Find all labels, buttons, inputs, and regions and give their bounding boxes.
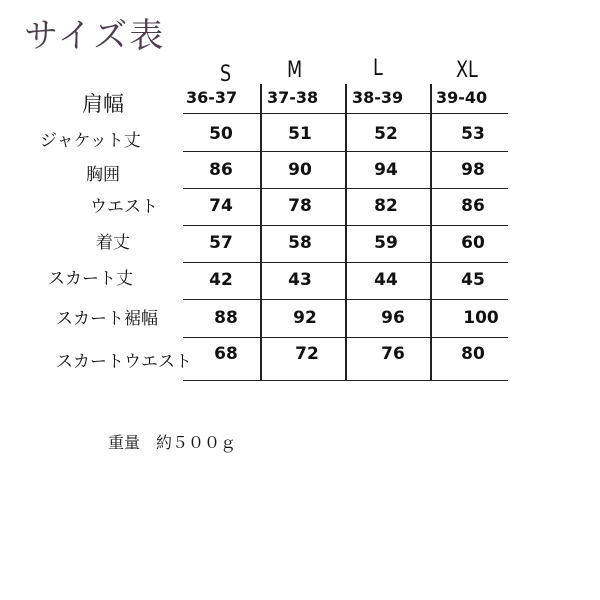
- shoulder-value: 36-37: [186, 88, 238, 107]
- table-cell: 57: [209, 233, 233, 253]
- shoulder-value: 39-40: [436, 88, 488, 107]
- table-cell: 45: [461, 270, 485, 290]
- table-cell: 86: [461, 196, 485, 216]
- table-cell: 72: [295, 344, 319, 364]
- table-cell: 96: [381, 308, 405, 328]
- table-cell: 58: [288, 233, 312, 253]
- table-cell: 50: [209, 124, 233, 144]
- table-cell: 90: [288, 160, 312, 180]
- size-header-m: M: [287, 58, 303, 83]
- shoulder-value: 38-39: [352, 88, 404, 107]
- size-header-xl: XL: [456, 58, 478, 83]
- table-cell: 43: [288, 270, 312, 290]
- table-cell: 86: [209, 160, 233, 180]
- table-column-rule: [260, 84, 262, 381]
- size-header-s: S: [220, 62, 232, 87]
- row-label-shoulder: 肩幅: [82, 92, 124, 116]
- table-cell: 80: [461, 344, 485, 364]
- table-cell: 51: [288, 124, 312, 144]
- table-cell: 82: [374, 196, 398, 216]
- table-cell: 53: [461, 124, 485, 144]
- table-cell: 42: [209, 270, 233, 290]
- page-title: サイズ表: [24, 16, 166, 56]
- table-column-rule: [430, 84, 432, 381]
- size-header-l: L: [373, 56, 383, 81]
- row-label-skirt-hem: スカート裾幅: [56, 309, 158, 329]
- row-label-chest: 胸囲: [86, 165, 120, 185]
- table-cell: 44: [374, 270, 398, 290]
- table-cell: 94: [374, 160, 398, 180]
- row-label-waist: ウエスト: [90, 197, 158, 217]
- table-cell: 100: [463, 308, 499, 328]
- table-cell: 68: [214, 344, 238, 364]
- table-cell: 59: [374, 233, 398, 253]
- weight-note: 重量 約５００ｇ: [108, 433, 237, 452]
- row-label-skirt-waist: スカートウエスト: [56, 352, 192, 372]
- table-cell: 52: [374, 124, 398, 144]
- table-cell: 74: [209, 196, 233, 216]
- row-label-length: 着丈: [96, 233, 130, 253]
- row-label-skirt-length: スカート丈: [48, 269, 133, 289]
- table-cell: 78: [288, 196, 312, 216]
- table-cell: 92: [293, 308, 317, 328]
- table-cell: 60: [461, 233, 485, 253]
- table-cell: 98: [461, 160, 485, 180]
- table-cell: 76: [381, 344, 405, 364]
- shoulder-value: 37-38: [267, 88, 319, 107]
- table-column-rule: [345, 84, 347, 381]
- table-cell: 88: [214, 308, 238, 328]
- row-label-jacket-length: ジャケット丈: [40, 131, 141, 151]
